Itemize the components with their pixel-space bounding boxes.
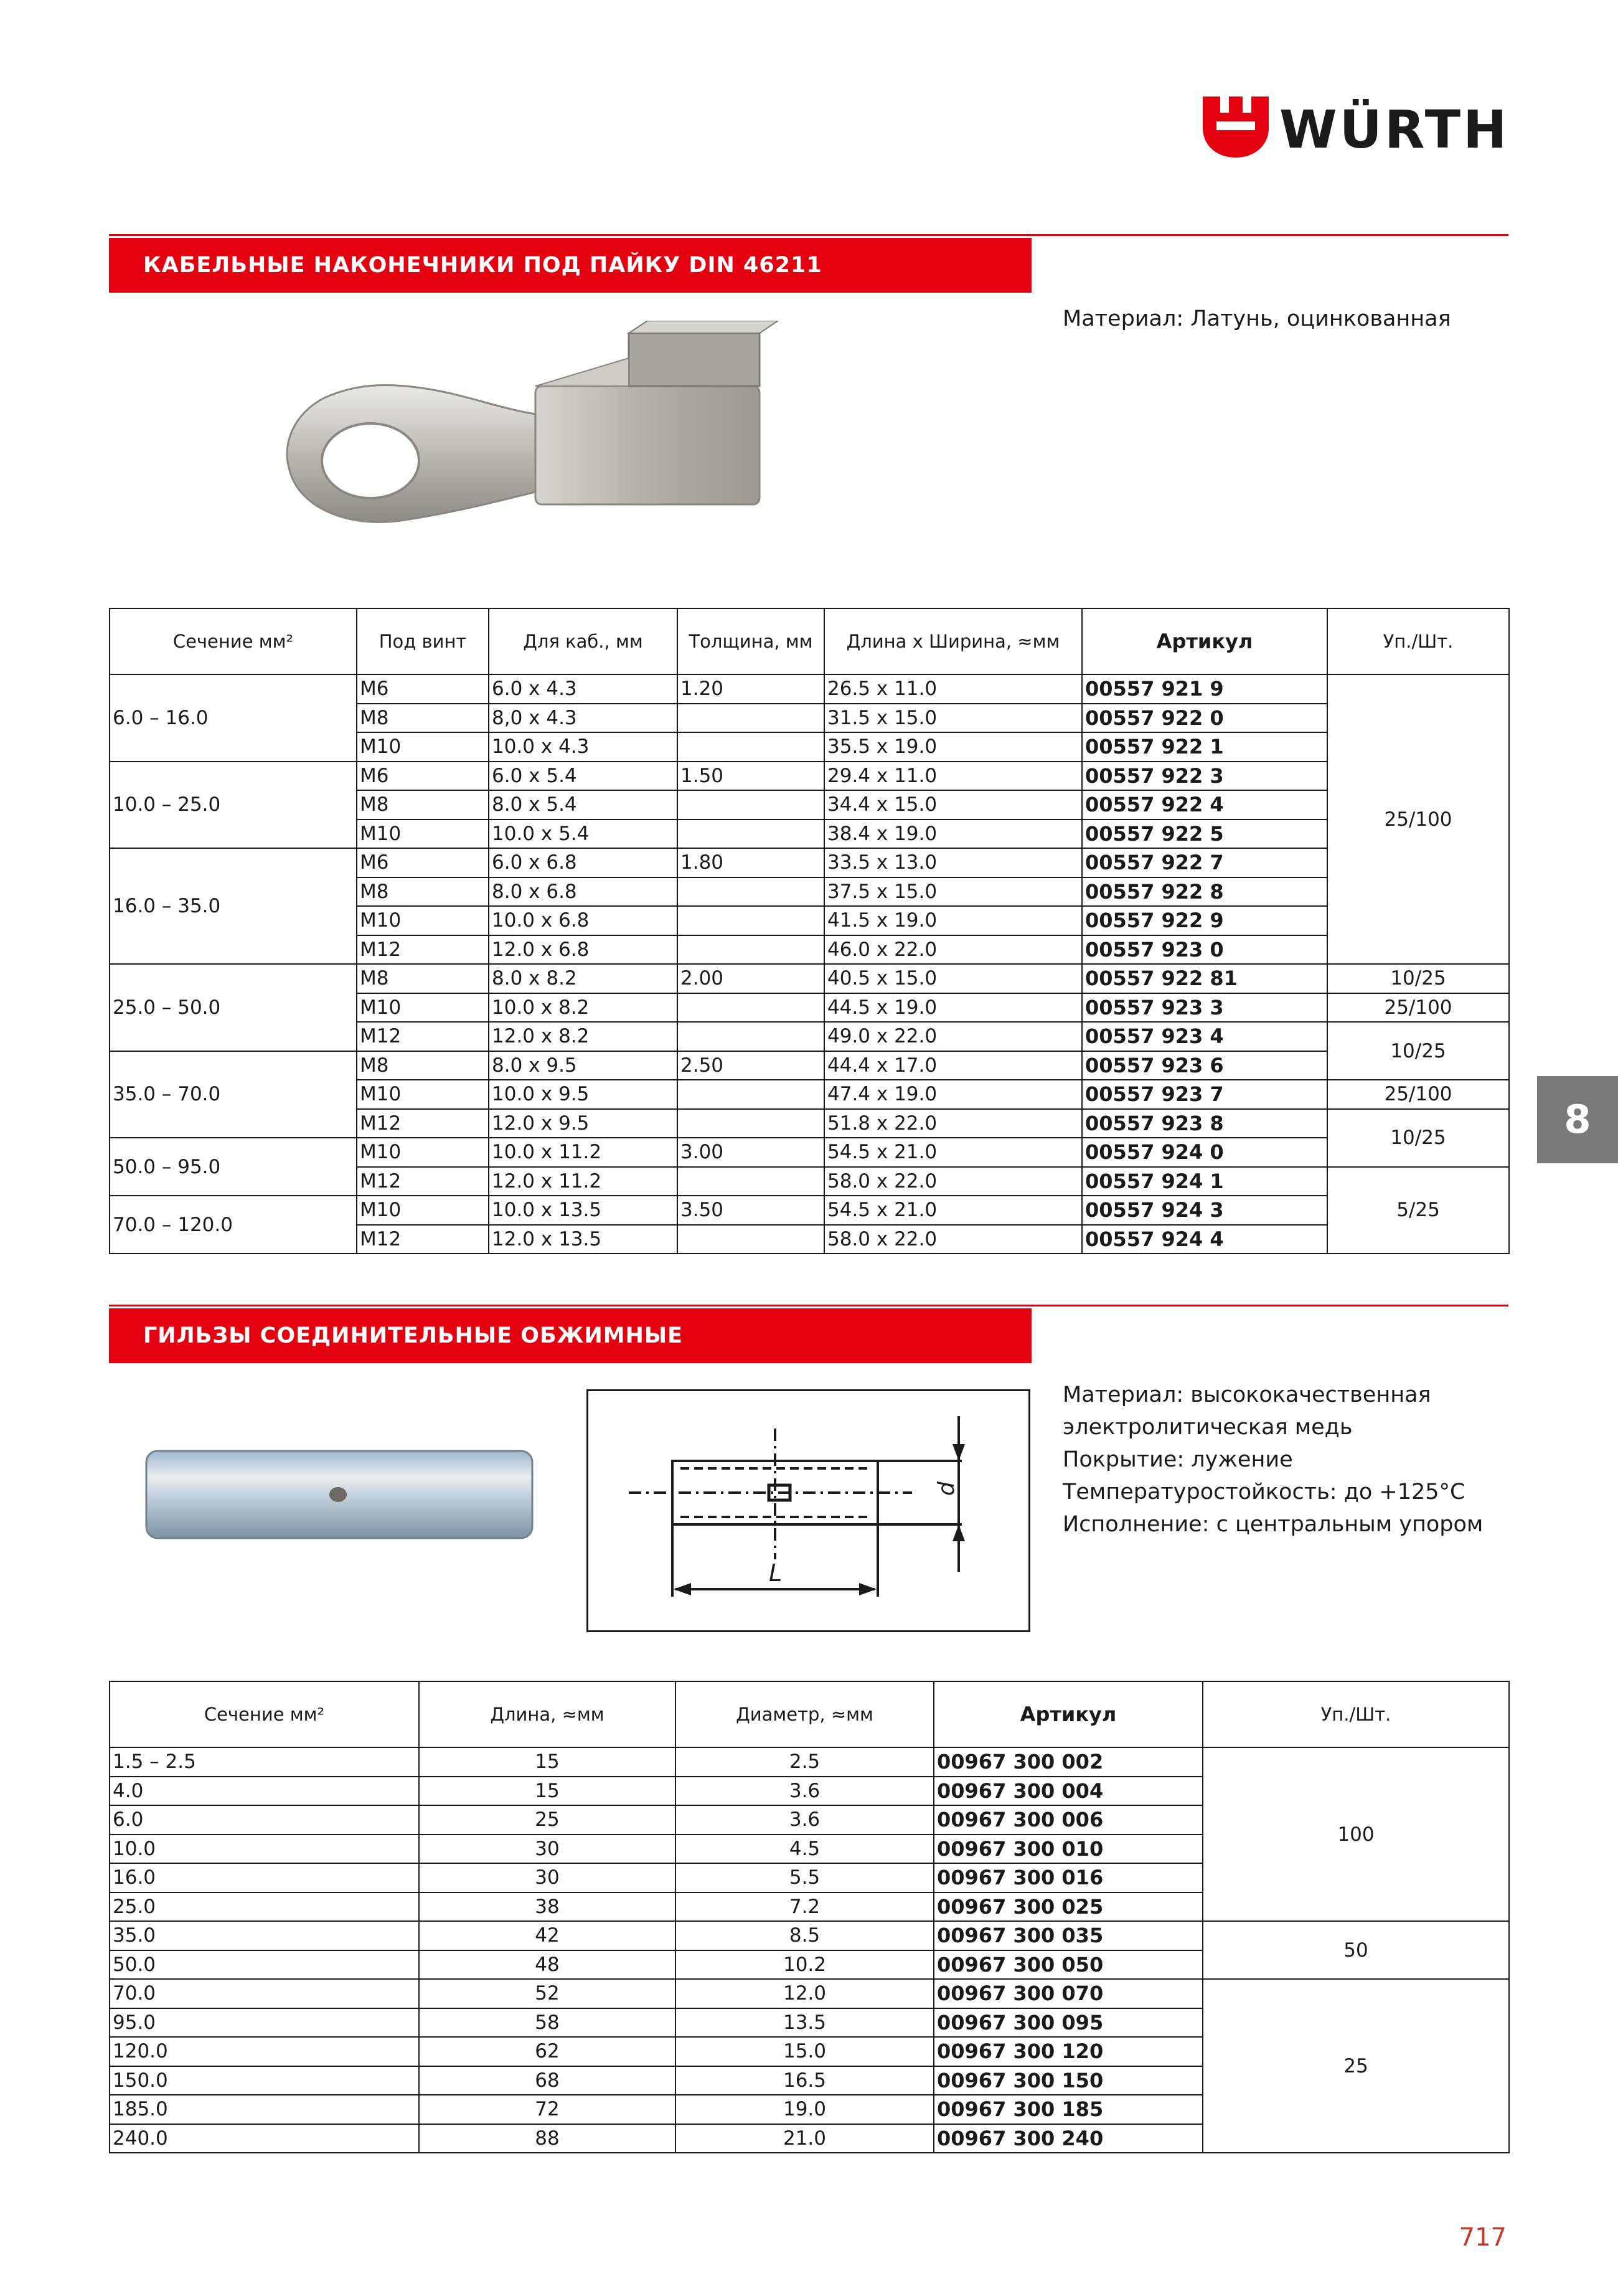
cell-article: 00557 922 81 — [1082, 964, 1327, 993]
col-header-screw: Под винт — [357, 608, 489, 674]
note-design: Исполнение: с центральным упором — [1063, 1512, 1484, 1537]
cell-length: 72 — [419, 2095, 675, 2124]
cell-pack: 100 — [1203, 1747, 1509, 1921]
cell-article: 00967 300 010 — [934, 1835, 1203, 1864]
cell-article: 00967 300 016 — [934, 1863, 1203, 1892]
cell-section: 70.0 — [110, 1979, 419, 2008]
cell-article: 00557 922 9 — [1082, 906, 1327, 935]
cell-thickness: 1.20 — [677, 674, 824, 704]
chapter-tab[interactable]: 8 — [1537, 1076, 1618, 1163]
cell-thickness: 3.50 — [677, 1196, 824, 1225]
table-row — [110, 964, 1509, 993]
cell-length: 88 — [419, 2124, 675, 2153]
col-header-length: Длина, ≈мм — [419, 1681, 675, 1747]
cell-dims: 58.0 x 22.0 — [824, 1167, 1082, 1196]
cell-screw: M6 — [357, 848, 489, 877]
table-row — [110, 1051, 1509, 1080]
cell-thickness: 2.00 — [677, 964, 824, 993]
section1-rule — [109, 234, 1508, 236]
cell-screw: M10 — [357, 1196, 489, 1225]
cell-pack: 25/100 — [1327, 1080, 1509, 1109]
cell-screw: M8 — [357, 1051, 489, 1080]
cell-thickness-empty — [677, 1225, 824, 1254]
sleeve-dimension-drawing-icon — [588, 1391, 1028, 1630]
cell-screw: M10 — [357, 1080, 489, 1109]
cell-length: 15 — [419, 1777, 675, 1806]
cell-section: 240.0 — [110, 2124, 419, 2153]
cell-article: 00557 923 6 — [1082, 1051, 1327, 1080]
cell-thickness: 1.50 — [677, 762, 824, 791]
cell-pack: 25/100 — [1327, 993, 1509, 1023]
cell-dims: 29.4 x 11.0 — [824, 762, 1082, 791]
cell-dims: 35.5 x 19.0 — [824, 732, 1082, 762]
cell-section: 4.0 — [110, 1777, 419, 1806]
cell-dims: 49.0 x 22.0 — [824, 1022, 1082, 1051]
cell-section: 25.0 — [110, 1892, 419, 1922]
sleeve-table — [109, 1681, 1510, 2153]
section2-notes — [1063, 1379, 1483, 1541]
cell-cable: 8.0 x 6.8 — [489, 877, 677, 907]
cell-section: 10.0 — [110, 1835, 419, 1864]
cell-article: 00557 922 1 — [1082, 732, 1327, 762]
cell-length: 52 — [419, 1979, 675, 2008]
cell-article: 00967 300 095 — [934, 2008, 1203, 2038]
cell-length: 48 — [419, 1950, 675, 1980]
cell-thickness: 2.50 — [677, 1051, 824, 1080]
cell-thickness-empty — [677, 935, 824, 965]
cell-thickness-empty — [677, 820, 824, 849]
cell-cable: 6.0 x 5.4 — [489, 762, 677, 791]
col-header-cable: Для каб., мм — [489, 608, 677, 674]
cell-diameter: 19.0 — [675, 2095, 934, 2124]
wurth-logo-text: WÜRTH — [1279, 99, 1510, 160]
cell-cable: 8.0 x 5.4 — [489, 790, 677, 820]
cell-cable: 12.0 x 8.2 — [489, 1022, 677, 1051]
cell-cable: 10.0 x 11.2 — [489, 1138, 677, 1167]
cell-length: 15 — [419, 1747, 675, 1777]
cell-article: 00967 300 240 — [934, 2124, 1203, 2153]
cell-diameter: 12.0 — [675, 1979, 934, 2008]
cell-article: 00557 922 8 — [1082, 877, 1327, 907]
cell-screw: M8 — [357, 704, 489, 733]
cell-thickness-empty — [677, 1109, 824, 1138]
ring-terminal-photo — [261, 321, 853, 582]
cell-article: 00557 923 8 — [1082, 1109, 1327, 1138]
cell-article: 00967 300 006 — [934, 1805, 1203, 1835]
cell-length: 62 — [419, 2037, 675, 2066]
cell-section: 10.0 – 25.0 — [110, 762, 357, 849]
cell-section: 16.0 – 35.0 — [110, 848, 357, 964]
cell-article: 00967 300 004 — [934, 1777, 1203, 1806]
cell-dims: 44.4 x 17.0 — [824, 1051, 1082, 1080]
table-row — [110, 1979, 1509, 2008]
col-header-section: Сечение мм² — [110, 1681, 419, 1747]
cell-thickness-empty — [677, 790, 824, 820]
cell-length: 68 — [419, 2066, 675, 2095]
cell-cable: 10.0 x 13.5 — [489, 1196, 677, 1225]
cell-article: 00557 924 0 — [1082, 1138, 1327, 1167]
drawing-label-l: L — [769, 1559, 783, 1587]
page-number: 717 — [1459, 2223, 1507, 2252]
cell-screw: M12 — [357, 1225, 489, 1254]
cell-article: 00557 921 9 — [1082, 674, 1327, 704]
section2-rule — [109, 1305, 1508, 1306]
section2-title: ГИЛЬЗЫ СОЕДИНИТЕЛЬНЫЕ ОБЖИМНЫЕ — [109, 1308, 1032, 1363]
cell-article: 00967 300 185 — [934, 2095, 1203, 2124]
drawing-label-d: d — [934, 1481, 959, 1496]
col-header-pack: Уп./Шт. — [1203, 1681, 1509, 1747]
col-header-pack: Уп./Шт. — [1327, 608, 1509, 674]
sleeve-drawing — [586, 1389, 1030, 1632]
cell-pack: 10/25 — [1327, 1022, 1509, 1080]
cell-cable: 10.0 x 8.2 — [489, 993, 677, 1023]
cell-diameter: 3.6 — [675, 1777, 934, 1806]
cell-pack: 25/100 — [1327, 674, 1509, 964]
cell-cable: 10.0 x 9.5 — [489, 1080, 677, 1109]
cell-pack: 10/25 — [1327, 964, 1509, 993]
cell-screw: M12 — [357, 1022, 489, 1051]
cell-thickness: 3.00 — [677, 1138, 824, 1167]
cell-dims: 54.5 x 21.0 — [824, 1196, 1082, 1225]
cell-thickness-empty — [677, 993, 824, 1023]
cell-article: 00967 300 120 — [934, 2037, 1203, 2066]
cell-length: 38 — [419, 1892, 675, 1922]
cell-pack: 25 — [1203, 1979, 1509, 2153]
note-material-2: электролитическая медь — [1063, 1415, 1353, 1440]
cell-diameter: 21.0 — [675, 2124, 934, 2153]
table-row — [110, 1747, 1509, 1777]
ring-terminal-table — [109, 608, 1510, 1254]
cell-screw: M10 — [357, 906, 489, 935]
cell-pack: 10/25 — [1327, 1109, 1509, 1167]
cell-section: 185.0 — [110, 2095, 419, 2124]
cell-article: 00967 300 025 — [934, 1892, 1203, 1922]
cell-thickness-empty — [677, 906, 824, 935]
cell-dims: 34.4 x 15.0 — [824, 790, 1082, 820]
note-temperature: Температуростойкость: до +125°С — [1063, 1480, 1465, 1505]
cell-article: 00557 924 3 — [1082, 1196, 1327, 1225]
note-material: Материал: высококачественная — [1063, 1382, 1431, 1407]
cell-dims: 47.4 x 19.0 — [824, 1080, 1082, 1109]
sleeve-photo — [140, 1439, 539, 1551]
cell-article: 00967 300 050 — [934, 1950, 1203, 1980]
cell-diameter: 13.5 — [675, 2008, 934, 2038]
cell-cable: 8.0 x 9.5 — [489, 1051, 677, 1080]
cell-article: 00967 300 002 — [934, 1747, 1203, 1777]
cell-dims: 37.5 x 15.0 — [824, 877, 1082, 907]
cell-pack: 5/25 — [1327, 1167, 1509, 1254]
cell-article: 00557 924 1 — [1082, 1167, 1327, 1196]
cell-screw: M6 — [357, 762, 489, 791]
cell-length: 30 — [419, 1863, 675, 1892]
cell-section: 95.0 — [110, 2008, 419, 2038]
cell-thickness-empty — [677, 704, 824, 733]
section1-title: КАБЕЛЬНЫЕ НАКОНЕЧНИКИ ПОД ПАЙКУ DIN 46211 — [109, 238, 1032, 293]
cell-thickness: 1.80 — [677, 848, 824, 877]
wurth-logo-mark-icon — [1202, 97, 1270, 159]
table-row — [110, 1196, 1509, 1225]
cell-diameter: 15.0 — [675, 2037, 934, 2066]
cell-section: 70.0 – 120.0 — [110, 1196, 357, 1254]
cell-dims: 31.5 x 15.0 — [824, 704, 1082, 733]
cell-screw: M10 — [357, 1138, 489, 1167]
cell-cable: 10.0 x 5.4 — [489, 820, 677, 849]
cell-section: 25.0 – 50.0 — [110, 964, 357, 1051]
cell-dims: 44.5 x 19.0 — [824, 993, 1082, 1023]
cell-pack: 50 — [1203, 1921, 1509, 1979]
cell-article: 00557 922 3 — [1082, 762, 1327, 791]
cell-screw: M12 — [357, 935, 489, 965]
cell-section: 50.0 – 95.0 — [110, 1138, 357, 1196]
cell-thickness-empty — [677, 1167, 824, 1196]
cell-cable: 6.0 x 4.3 — [489, 674, 677, 704]
cell-cable: 8,0 x 4.3 — [489, 704, 677, 733]
cell-diameter: 8.5 — [675, 1921, 934, 1950]
cell-dims: 58.0 x 22.0 — [824, 1225, 1082, 1254]
cell-diameter: 10.2 — [675, 1950, 934, 1980]
cell-article: 00557 923 3 — [1082, 993, 1327, 1023]
table-row — [110, 848, 1509, 877]
cell-cable: 8.0 x 8.2 — [489, 964, 677, 993]
cell-article: 00967 300 150 — [934, 2066, 1203, 2095]
cell-section: 16.0 — [110, 1863, 419, 1892]
cell-section: 6.0 – 16.0 — [110, 674, 357, 762]
table-row — [110, 1921, 1509, 1950]
wurth-logo — [1202, 97, 1513, 159]
col-header-article: Артикул — [1082, 608, 1327, 674]
cell-section: 120.0 — [110, 2037, 419, 2066]
table-row — [110, 674, 1509, 704]
cell-cable: 12.0 x 9.5 — [489, 1109, 677, 1138]
cell-diameter: 16.5 — [675, 2066, 934, 2095]
cell-section: 35.0 – 70.0 — [110, 1051, 357, 1138]
col-header-article: Артикул — [934, 1681, 1203, 1747]
cell-diameter: 7.2 — [675, 1892, 934, 1922]
col-header-thickness: Толщина, мм — [677, 608, 824, 674]
cell-article: 00557 923 0 — [1082, 935, 1327, 965]
cell-thickness-empty — [677, 1022, 824, 1051]
cell-section: 35.0 — [110, 1921, 419, 1950]
cell-dims: 41.5 x 19.0 — [824, 906, 1082, 935]
cell-article: 00557 922 4 — [1082, 790, 1327, 820]
cell-screw: M10 — [357, 732, 489, 762]
cell-diameter: 2.5 — [675, 1747, 934, 1777]
cell-screw: M12 — [357, 1167, 489, 1196]
cell-article: 00557 922 7 — [1082, 848, 1327, 877]
cell-article: 00557 922 0 — [1082, 704, 1327, 733]
cell-cable: 6.0 x 6.8 — [489, 848, 677, 877]
cell-thickness-empty — [677, 1080, 824, 1109]
cell-dims: 40.5 x 15.0 — [824, 964, 1082, 993]
cell-section: 150.0 — [110, 2066, 419, 2095]
col-header-dims: Длина x Ширина, ≈мм — [824, 608, 1082, 674]
cell-screw: M12 — [357, 1109, 489, 1138]
cell-length: 58 — [419, 2008, 675, 2038]
cell-screw: M10 — [357, 820, 489, 849]
cell-article: 00557 922 5 — [1082, 820, 1327, 849]
cell-length: 25 — [419, 1805, 675, 1835]
cell-length: 30 — [419, 1835, 675, 1864]
cell-dims: 38.4 x 19.0 — [824, 820, 1082, 849]
cell-thickness-empty — [677, 732, 824, 762]
cell-thickness-empty — [677, 877, 824, 907]
cell-dims: 46.0 x 22.0 — [824, 935, 1082, 965]
note-coating: Покрытие: лужение — [1063, 1447, 1293, 1472]
cell-article: 00557 923 7 — [1082, 1080, 1327, 1109]
cell-dims: 54.5 x 21.0 — [824, 1138, 1082, 1167]
table-row — [110, 1138, 1509, 1167]
cell-article: 00557 924 4 — [1082, 1225, 1327, 1254]
cell-section: 1.5 – 2.5 — [110, 1747, 419, 1777]
cell-screw: M6 — [357, 674, 489, 704]
cell-dims: 26.5 x 11.0 — [824, 674, 1082, 704]
cell-cable: 10.0 x 4.3 — [489, 732, 677, 762]
table-row — [110, 762, 1509, 791]
cell-article: 00967 300 035 — [934, 1921, 1203, 1950]
cell-cable: 10.0 x 6.8 — [489, 906, 677, 935]
cell-screw: M8 — [357, 790, 489, 820]
cell-diameter: 3.6 — [675, 1805, 934, 1835]
cell-section: 6.0 — [110, 1805, 419, 1835]
cell-diameter: 4.5 — [675, 1835, 934, 1864]
cell-screw: M10 — [357, 993, 489, 1023]
cell-diameter: 5.5 — [675, 1863, 934, 1892]
cell-screw: M8 — [357, 877, 489, 907]
col-header-section: Сечение мм² — [110, 608, 357, 674]
cell-dims: 33.5 x 13.0 — [824, 848, 1082, 877]
cell-length: 42 — [419, 1921, 675, 1950]
section1-material: Материал: Латунь, оцинкованная — [1063, 306, 1451, 331]
cell-article: 00557 923 4 — [1082, 1022, 1327, 1051]
col-header-diameter: Диаметр, ≈мм — [675, 1681, 934, 1747]
cell-dims: 51.8 x 22.0 — [824, 1109, 1082, 1138]
cell-cable: 12.0 x 6.8 — [489, 935, 677, 965]
cell-section: 50.0 — [110, 1950, 419, 1980]
cell-screw: M8 — [357, 964, 489, 993]
cell-cable: 12.0 x 13.5 — [489, 1225, 677, 1254]
cell-article: 00967 300 070 — [934, 1979, 1203, 2008]
cell-cable: 12.0 x 11.2 — [489, 1167, 677, 1196]
